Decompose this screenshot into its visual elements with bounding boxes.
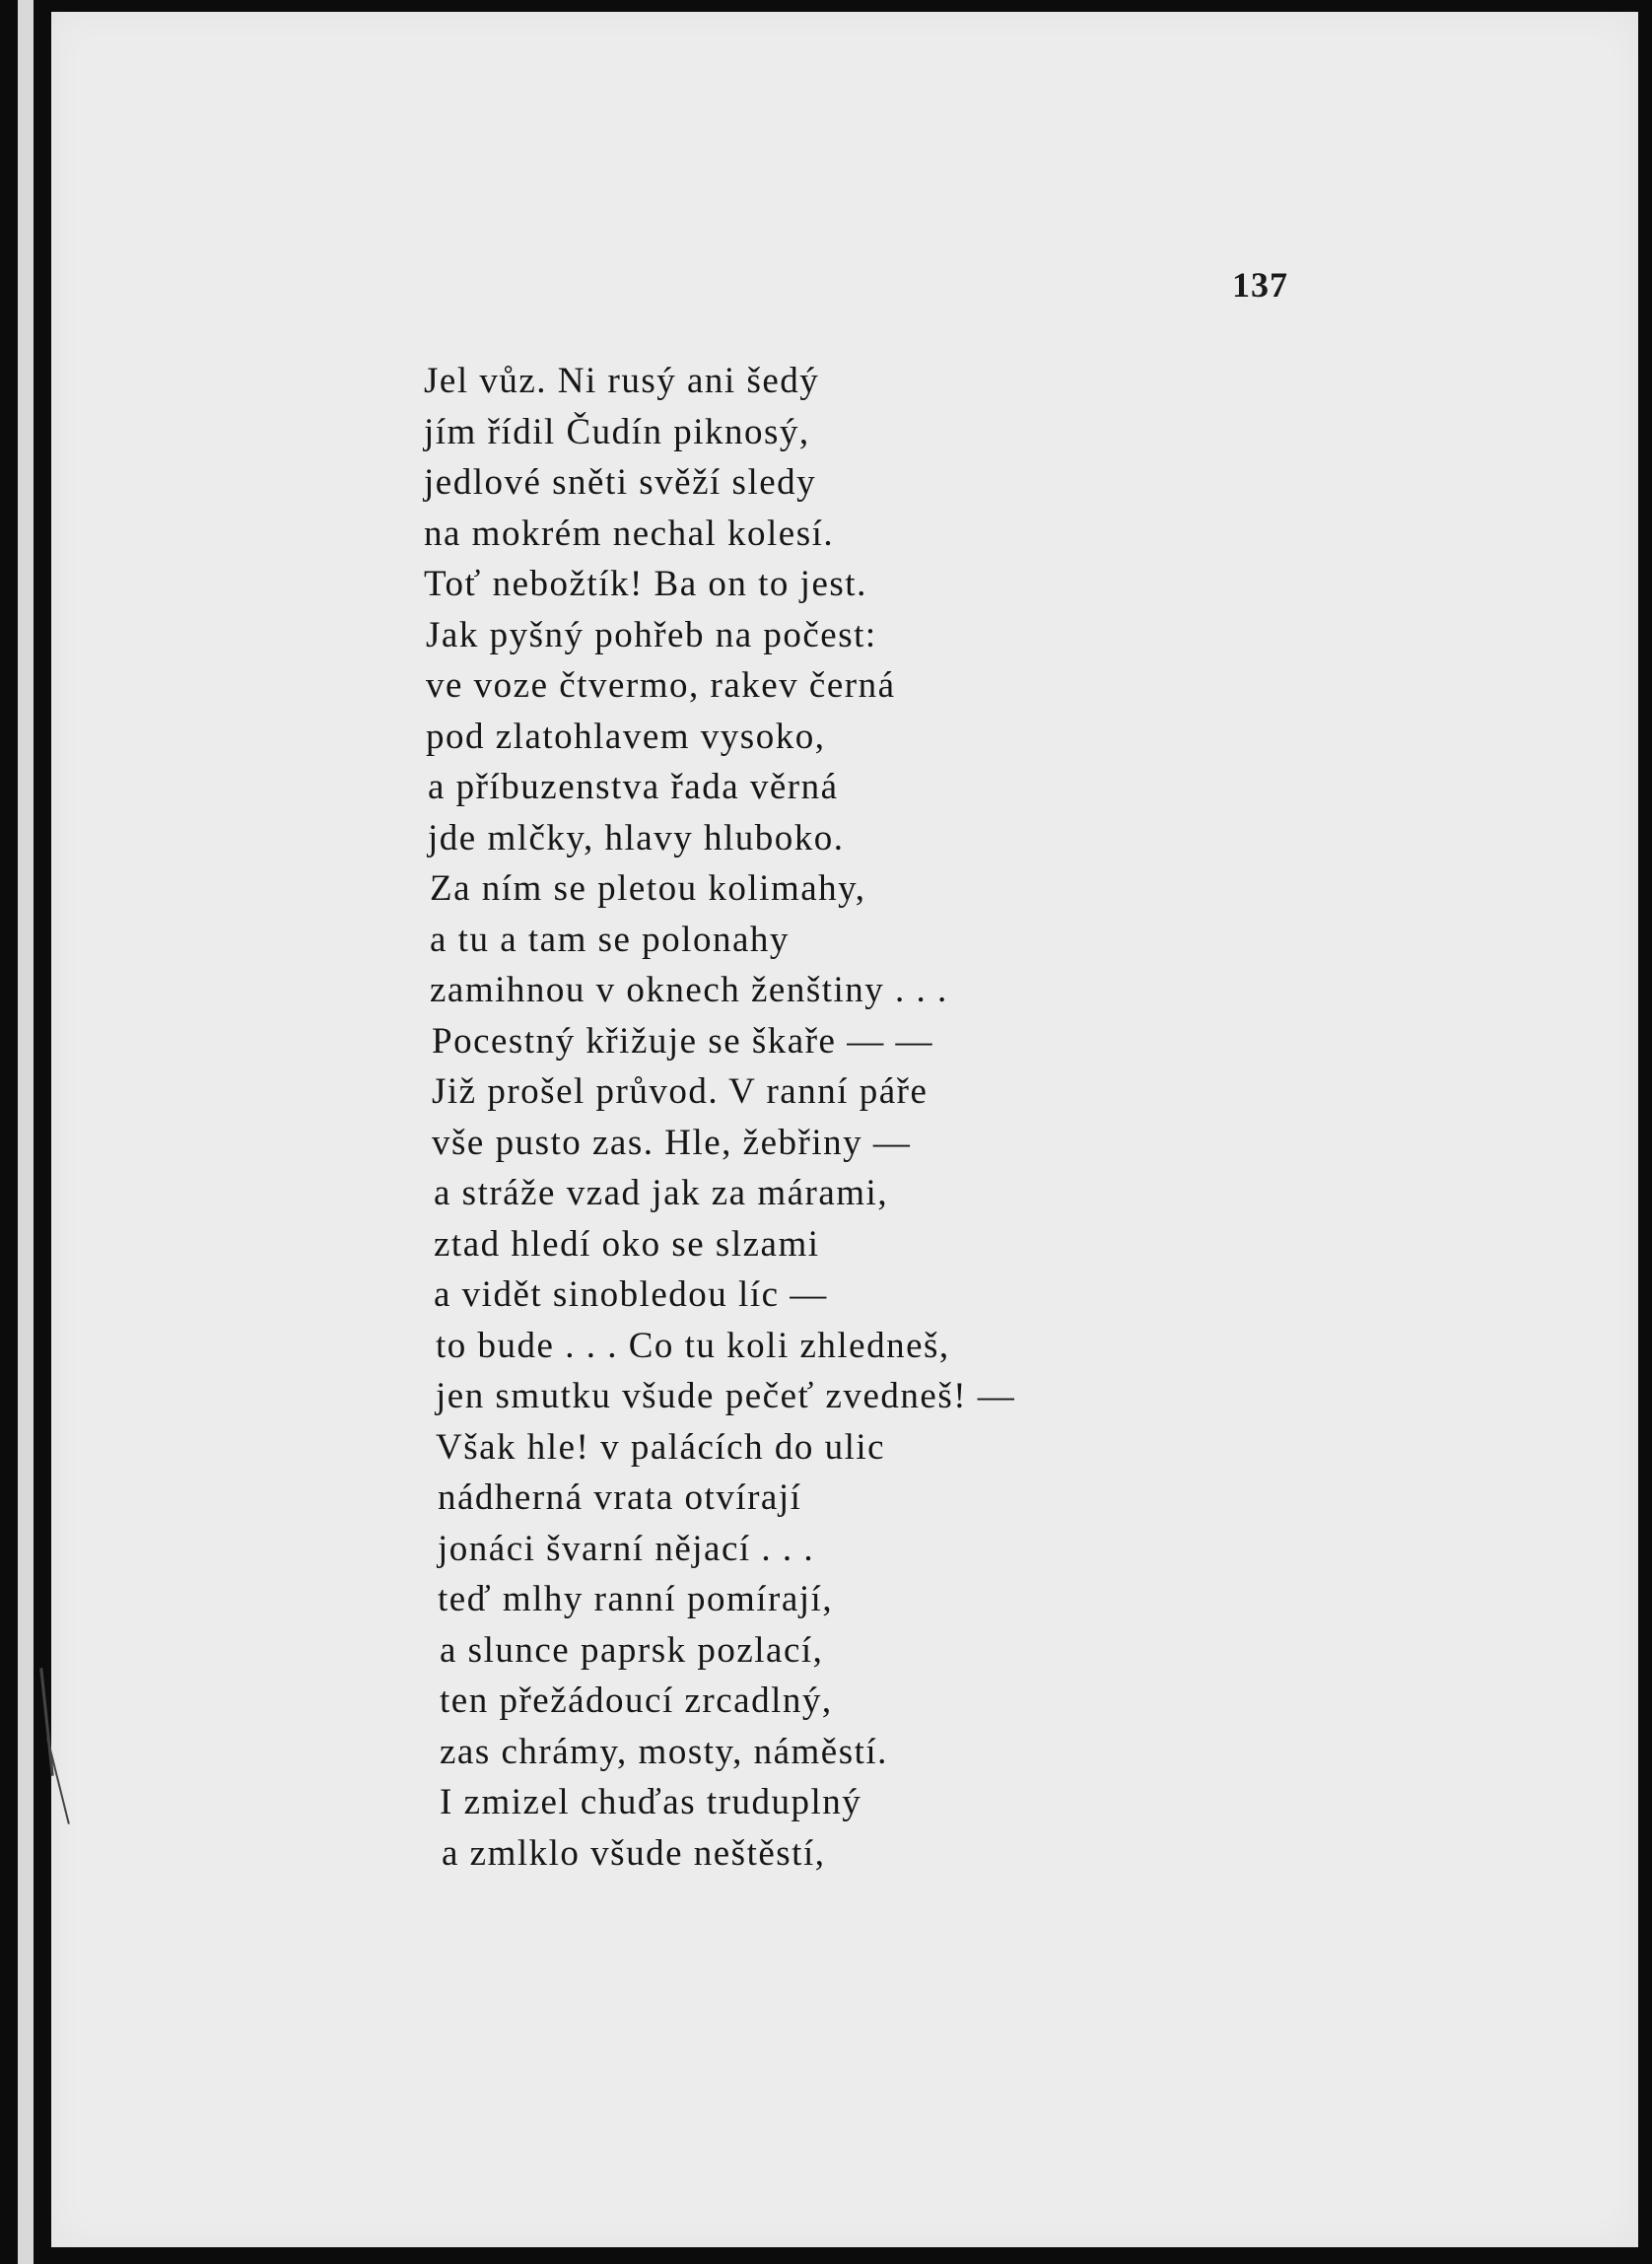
poem-line: zamihnou v oknech ženštiny . . . (430, 970, 948, 1010)
poem-line: teď mlhy ranní pomírají, (438, 1579, 834, 1619)
poem-line: jen smutku všude pečeť zvedneš! — (436, 1376, 1016, 1416)
poem-line: ten přežádoucí zrcadlný, (440, 1681, 833, 1721)
poem-line: jde mlčky, hlavy hluboko. (428, 818, 845, 858)
scan-artifact-line (46, 1738, 70, 1824)
poem-line: ztad hledí oko se slzami (434, 1224, 820, 1265)
poem-line: nádherná vrata otvírají (438, 1477, 802, 1518)
poem-line: a tu a tam se polonahy (430, 920, 790, 960)
poem-text (424, 363, 1410, 1900)
poem-line: jonáci švarní nějací . . . (438, 1529, 815, 1569)
poem-line: Toť nebožtík! Ba on to jest. (424, 564, 867, 604)
adjacent-page-edge (18, 0, 34, 2264)
poem-line: Za ním se pletou kolimahy, (430, 868, 866, 909)
poem-line: zas chrámy, mosty, náměstí. (440, 1732, 888, 1772)
poem-line: a stráže vzad jak za márami, (434, 1173, 889, 1213)
poem-line: Jak pyšný pohřeb na počest: (426, 615, 877, 655)
poem-line: I zmizel chuďas truduplný (440, 1782, 862, 1822)
poem-line: a příbuzenstva řada věrná (428, 767, 839, 807)
poem-line: Pocestný křižuje se škaře — — (432, 1021, 933, 1062)
poem-line: a slunce paprsk pozlací, (440, 1630, 824, 1671)
poem-line: jedlové sněti svěží sledy (424, 462, 817, 503)
poem-line: jím řídil Čudín piknosý, (424, 412, 810, 452)
poem-line: a zmlklo všude neštěstí, (442, 1833, 826, 1874)
poem-line: a vidět sinobledou líc — (434, 1274, 828, 1315)
poem-line: to bude . . . Co tu koli zhledneš, (436, 1326, 950, 1366)
poem-line: Již prošel průvod. V ranní páře (432, 1071, 929, 1112)
poem-line: Jel vůz. Ni rusý ani šedý (424, 361, 820, 401)
poem-line: pod zlatohlavem vysoko, (426, 717, 826, 757)
poem-line: Však hle! v palácích do ulic (436, 1427, 886, 1468)
poem-line: na mokrém nechal kolesí. (424, 514, 835, 554)
poem-line: vše pusto zas. Hle, žebřiny — (432, 1123, 912, 1163)
poem-line: ve voze čtvermo, rakev černá (426, 665, 896, 706)
page-number: 137 (1232, 265, 1288, 305)
